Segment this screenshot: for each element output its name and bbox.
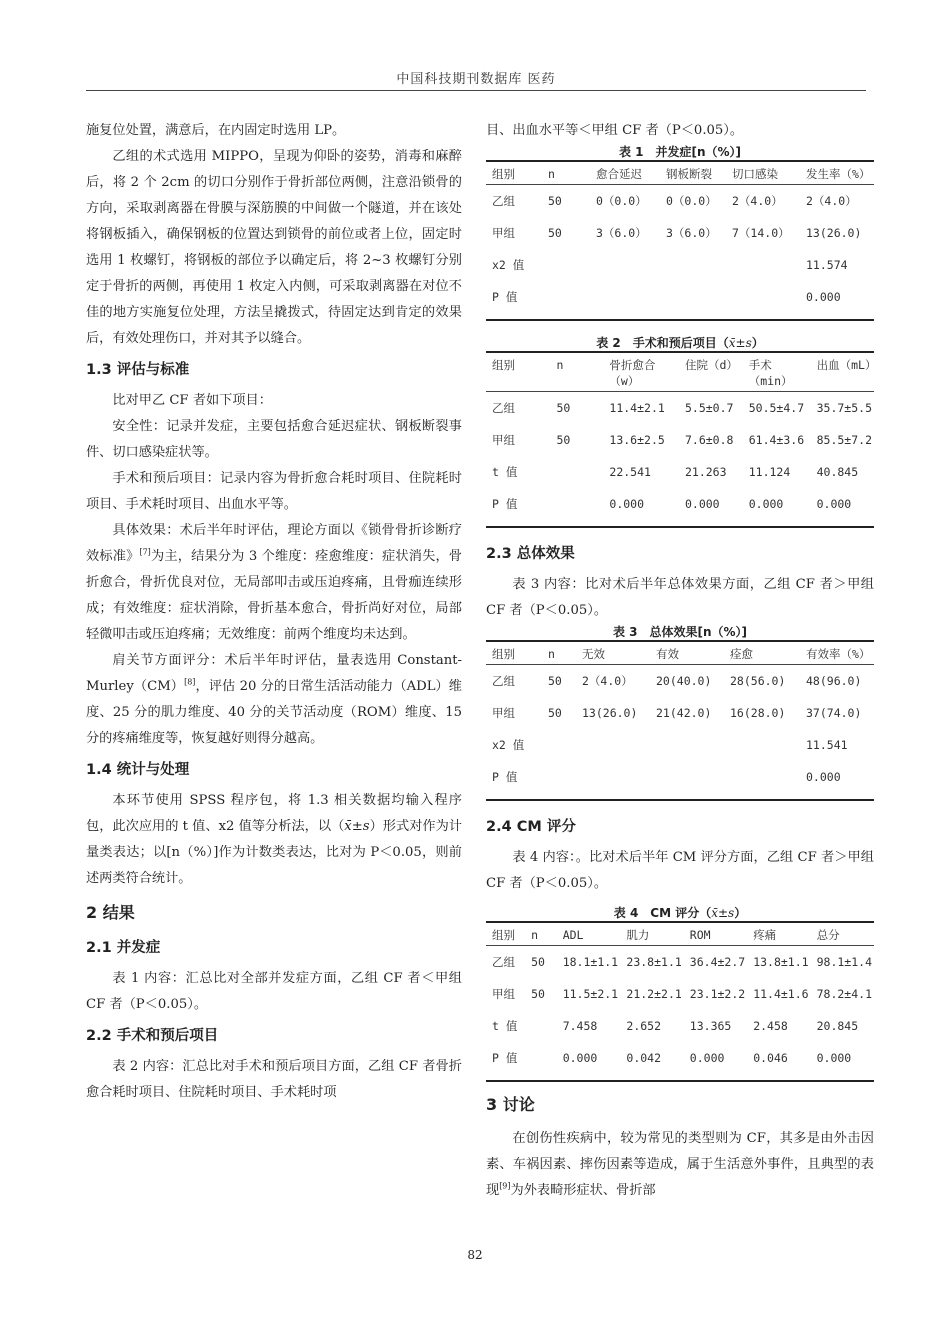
table-cell: 50 — [548, 674, 562, 688]
table-cell — [525, 1042, 557, 1081]
paragraph: 比对甲乙 CF 者如下项目： — [112, 393, 272, 408]
right-column — [486, 118, 877, 1204]
table-row — [486, 488, 874, 527]
table-cell: 0.000 — [811, 1042, 874, 1081]
citation: [7] — [139, 547, 151, 557]
table-caption — [486, 335, 874, 351]
table-1 — [486, 160, 874, 321]
table-header-cell: 骨折愈合（w） — [603, 352, 679, 392]
table-cell: 0.000 — [800, 761, 874, 800]
paragraph — [86, 788, 462, 892]
table-cell — [726, 281, 800, 320]
table-header-cell: 组别 — [486, 922, 525, 946]
table-cell — [542, 249, 590, 281]
table-header-cell: 钢板断裂 — [660, 161, 726, 185]
section-heading-2-4: 2.4 CM 评分 — [486, 819, 576, 835]
table-4 — [486, 921, 874, 1082]
table-cell: 20.845 — [816, 1019, 859, 1033]
table-caption — [486, 905, 874, 921]
table-cell: 50 — [548, 706, 562, 720]
table-row — [486, 665, 874, 698]
paragraph: 手术和预后项目：记录内容为骨折愈合耗时项目、住院耗时项目、手术耗时项目、出血水平等。 — [86, 471, 462, 512]
header-rule — [86, 90, 866, 91]
table-cell: 61.4±3.6 — [748, 433, 805, 447]
table-cell: 23.1±2.2 — [689, 987, 746, 1001]
table-caption: 表 3 总体效果[n（%）] — [612, 625, 748, 639]
table-cell — [660, 281, 726, 320]
table-row — [486, 424, 874, 456]
table-cell: 11.4±2.1 — [609, 401, 665, 415]
table-cell: P 值 — [486, 761, 542, 800]
table-header-cell: n — [550, 352, 603, 392]
table-cell: t 值 — [492, 1019, 518, 1033]
table-cell: 36.4±2.7 — [689, 955, 746, 969]
table-cell: 11.4±1.6 — [753, 987, 809, 1001]
caption-text: ） — [751, 336, 764, 350]
table-cell: 5.5±0.7 — [684, 401, 734, 415]
table-cell — [590, 281, 660, 320]
table-row — [486, 978, 874, 1010]
table-cell: 甲组 — [492, 987, 515, 1001]
table-cell — [550, 456, 603, 488]
paragraph: 乙组的术式选用 MIPPO，呈现为仰卧的姿势，消毒和麻醉后，将 2 个 2cm 的切口分别作于骨折部位两侧，注意沿锁骨的方向，采取剥离器在骨膜与深筋膜的中间做一个隧道，并在该处将钢板插入，确保钢板的位置达到锁骨的前位或者上位，固定时选用 1 枚螺钉，将钢板的部位予以确定后，将 2~3 枚螺钉分别定于骨折的两侧，再使用 1 枚定入内侧，可采取剥离器在对位不佳的地方实施复位处理，方法呈撬拨式，待固定达到肯定的效果后，有效处理伤口，并对其予以缝合。 — [86, 149, 462, 346]
text: 具体效果：术后半年时评估，理论方面以《锁骨骨折诊断疗效标准》 — [86, 523, 462, 564]
table-header-cell: 无效 — [576, 641, 650, 665]
table-header-cell: 出血（mL） — [811, 352, 874, 392]
table-header-cell: n — [542, 641, 576, 665]
table-header-cell: 痊愈 — [724, 641, 800, 665]
table-cell: 50 — [556, 433, 571, 447]
table-cell: 50 — [531, 987, 545, 1001]
mean-sd-symbol: x̄±s — [728, 336, 752, 350]
table-cell: 85.5±7.2 — [816, 433, 872, 447]
table-cell: 甲组 — [492, 226, 515, 240]
table-cell — [542, 729, 576, 761]
table-cell — [525, 1010, 557, 1042]
table-cell: 13.365 — [689, 1019, 732, 1033]
table-header-cell: 发生率（%） — [800, 161, 874, 185]
table-cell: 13.6±2.5 — [609, 433, 665, 447]
table-cell — [542, 281, 590, 320]
table-row — [486, 946, 874, 979]
table-cell: P 值 — [486, 1042, 525, 1081]
section-heading-2: 2 结果 — [86, 903, 135, 922]
table-cell: 0.000 — [811, 488, 874, 527]
table-cell: 7.6±0.8 — [684, 433, 734, 447]
table-cell: 2.652 — [626, 1019, 662, 1033]
table-cell: 21(42.0) — [656, 706, 712, 720]
table-header-cell: 总分 — [811, 922, 874, 946]
table-cell: 0.000 — [603, 488, 679, 527]
table-header-cell: 肌力 — [620, 922, 683, 946]
table-row — [486, 392, 874, 425]
table-cell: t 值 — [492, 465, 518, 479]
table-cell: 13.8±1.1 — [753, 955, 809, 969]
table-cell: 48(96.0) — [806, 674, 862, 688]
table-cell: 11.124 — [748, 465, 791, 479]
left-column — [86, 118, 462, 1106]
mean-sd-symbol: x̄±s — [711, 906, 735, 920]
paragraph: 表 3 内容：比对术后半年总体效果方面，乙组 CF 者＞甲组 CF 者（P＜0.05）。 — [486, 577, 874, 618]
paragraph — [86, 648, 462, 752]
table-cell: x2 值 — [492, 738, 525, 752]
caption-text: 表 2 手术和预后项目（ — [596, 336, 729, 350]
table-cell — [660, 249, 726, 281]
table-cell: 50.5±4.7 — [748, 401, 805, 415]
table-cell — [650, 761, 724, 800]
paragraph: 表 1 内容：汇总比对全部并发症方面，乙组 CF 者＜甲组 CF 者（P＜0.05）。 — [86, 971, 462, 1012]
table-cell — [576, 729, 650, 761]
text: ）形式对作为计量类表达；以[n（%）]作为计数类表达，比对为 P＜0.05，则前述两类符合统计。 — [86, 819, 463, 886]
table-cell: 21.2±2.1 — [626, 987, 682, 1001]
table-header-cell: 有效率（%） — [800, 641, 874, 665]
table-header-cell: 手术（min） — [743, 352, 811, 392]
table-cell — [650, 729, 724, 761]
table-cell: 50 — [556, 401, 571, 415]
table-cell — [542, 761, 576, 800]
table-cell: 11.5±2.1 — [562, 987, 619, 1001]
table-cell: 0.000 — [743, 488, 811, 527]
table-cell: 50 — [531, 955, 545, 969]
table-cell — [726, 249, 800, 281]
table-header-cell: 组别 — [486, 352, 550, 392]
text: 为主，结果分为 3 个维度：痊愈维度：症状消失，骨折愈合，骨折优良对位，无局部叩击或压迫疼痛，且骨痂连续形成；有效维度：症状消除，骨折基本愈合，骨折尚好对位，局部轻微叩击或压迫疼痛；无效维度：前两个维度均未达到。 — [86, 549, 462, 642]
text: 本环节使用 SPSS 程序包，将 1.3 相关数据均输入程序包，此次应用的 t 值、x2 值等分析法，以（ — [86, 793, 462, 834]
paragraph — [86, 518, 462, 648]
table-row — [486, 761, 874, 800]
table-cell: 7.458 — [562, 1019, 598, 1033]
table-header-cell: n — [542, 161, 590, 185]
table-cell: 50 — [548, 226, 562, 240]
table-cell: 16(28.0) — [730, 706, 786, 720]
table-row — [486, 456, 874, 488]
table-cell: P 值 — [486, 281, 542, 320]
table-row — [486, 185, 874, 218]
table-cell: 甲组 — [492, 433, 515, 447]
table-cell: 13(26.0) — [582, 706, 638, 720]
table-cell — [724, 761, 800, 800]
table-row — [486, 281, 874, 320]
citation: [9] — [499, 1181, 511, 1191]
table-cell: 7（14.0） — [732, 226, 790, 240]
table-cell — [576, 761, 650, 800]
table-header-cell: 组别 — [486, 161, 542, 185]
table-cell: 37(74.0) — [806, 706, 862, 720]
table-cell: 11.541 — [806, 738, 848, 752]
caption-text: ） — [734, 906, 747, 920]
table-cell: 0（0.0） — [666, 194, 717, 208]
table-cell: 13(26.0) — [806, 226, 862, 240]
paragraph: 目、出血水平等＜甲组 CF 者（P＜0.05）。 — [486, 123, 744, 138]
table-cell: 2（4.0） — [732, 194, 783, 208]
table-cell: 乙组 — [492, 955, 515, 969]
table-cell: 0.046 — [747, 1042, 810, 1081]
table-cell: 2（4.0） — [582, 674, 633, 688]
table-cell: 乙组 — [492, 401, 515, 415]
text: 在创伤性疾病中，较为常见的类型则为 CF，其多是由外击因素、车祸因素、摔伤因素等造成，属于生活意外事件，且典型的表现 — [486, 1131, 874, 1198]
table-cell: 甲组 — [492, 706, 515, 720]
table-caption: 表 1 并发症[n（%）] — [618, 145, 742, 159]
table-cell: 3（6.0） — [666, 226, 717, 240]
table-cell: P 值 — [486, 488, 550, 527]
table-cell: 23.8±1.1 — [626, 955, 682, 969]
table-3 — [486, 640, 874, 801]
table-header-cell: 愈合延迟 — [590, 161, 660, 185]
table-cell: 2（4.0） — [806, 194, 857, 208]
table-header-cell: 有效 — [650, 641, 724, 665]
table-cell: 0.042 — [620, 1042, 683, 1081]
paragraph: 表 2 内容：汇总比对手术和预后项目方面，乙组 CF 者骨折愈合耗时项目、住院耗时项目、手术耗时项 — [86, 1059, 462, 1100]
table-cell — [724, 729, 800, 761]
table-row — [486, 1010, 874, 1042]
table-cell: 乙组 — [492, 674, 515, 688]
table-cell: 78.2±4.1 — [816, 987, 872, 1001]
table-cell: 0.000 — [557, 1042, 621, 1081]
table-cell — [590, 249, 660, 281]
journal-header: 中国科技期刊数据库 医药 — [396, 72, 556, 87]
table-header-cell: n — [525, 922, 557, 946]
section-heading-2-2: 2.2 手术和预后项目 — [86, 1028, 219, 1044]
paragraph — [486, 1126, 874, 1204]
table-header-cell: 住院（d） — [679, 352, 743, 392]
table-cell: 40.845 — [816, 465, 859, 479]
table-cell: 28(56.0) — [730, 674, 786, 688]
paragraph: 施复位处置，满意后，在内固定时选用 LP。 — [86, 123, 346, 138]
table-header-cell: ROM — [684, 922, 747, 946]
table-row — [486, 1042, 874, 1081]
table-cell: 0（0.0） — [596, 194, 647, 208]
text: ，评估 20 分的日常生活活动能力（ADL）维度、25 分的肌力维度、40 分的关节活动度（ROM）维度、15 分的疼痛维度等，恢复越好则得分越高。 — [86, 679, 462, 746]
table-header-cell: 组别 — [486, 641, 542, 665]
table-header-cell: 切口感染 — [726, 161, 800, 185]
table-row — [486, 729, 874, 761]
caption-text: 表 4 CM 评分（ — [613, 906, 712, 920]
table-cell: 2.458 — [753, 1019, 788, 1033]
table-row — [486, 249, 874, 281]
page-number: 82 — [467, 1248, 483, 1262]
table-cell: 21.263 — [684, 465, 727, 479]
table-row — [486, 697, 874, 729]
paragraph: 表 4 内容：。比对术后半年 CM 评分方面，乙组 CF 者＞甲组 CF 者（P＜0.05）。 — [486, 850, 874, 891]
section-heading-1-4: 1.4 统计与处理 — [86, 762, 190, 778]
text: 肩关节方面评分：术后半年时评估，量表选用 Constant-Murley（CM） — [86, 653, 462, 694]
table-header-cell: 疼痛 — [747, 922, 810, 946]
table-cell: 乙组 — [492, 194, 515, 208]
table-cell: 0.000 — [679, 488, 743, 527]
table-cell: 11.574 — [806, 258, 848, 272]
paragraph: 安全性：记录并发症，主要包括愈合延迟症状、钢板断裂事件、切口感染症状等。 — [86, 419, 462, 460]
citation: [8] — [184, 677, 196, 687]
mean-sd-symbol: x̄±s — [344, 819, 370, 834]
table-cell: 18.1±1.1 — [562, 955, 619, 969]
table-cell: 0.000 — [800, 281, 874, 320]
table-cell: 50 — [548, 194, 562, 208]
table-cell: 35.7±5.5 — [816, 401, 872, 415]
table-header-cell: ADL — [557, 922, 621, 946]
table-cell: 98.1±1.4 — [816, 955, 872, 969]
table-cell — [550, 488, 603, 527]
table-cell: 3（6.0） — [596, 226, 647, 240]
table-cell: x2 值 — [492, 258, 525, 272]
text: 为外表畸形症状、骨折部 — [510, 1183, 656, 1198]
table-row — [486, 217, 874, 249]
section-heading-2-3: 2.3 总体效果 — [486, 546, 575, 562]
table-cell: 22.541 — [609, 465, 651, 479]
section-heading-2-1: 2.1 并发症 — [86, 940, 161, 956]
table-cell: 0.000 — [684, 1042, 747, 1081]
section-heading-1-3: 1.3 评估与标准 — [86, 362, 190, 378]
section-heading-3: 3 讨论 — [486, 1095, 535, 1114]
table-cell: 20(40.0) — [656, 674, 712, 688]
table-2 — [486, 351, 877, 528]
